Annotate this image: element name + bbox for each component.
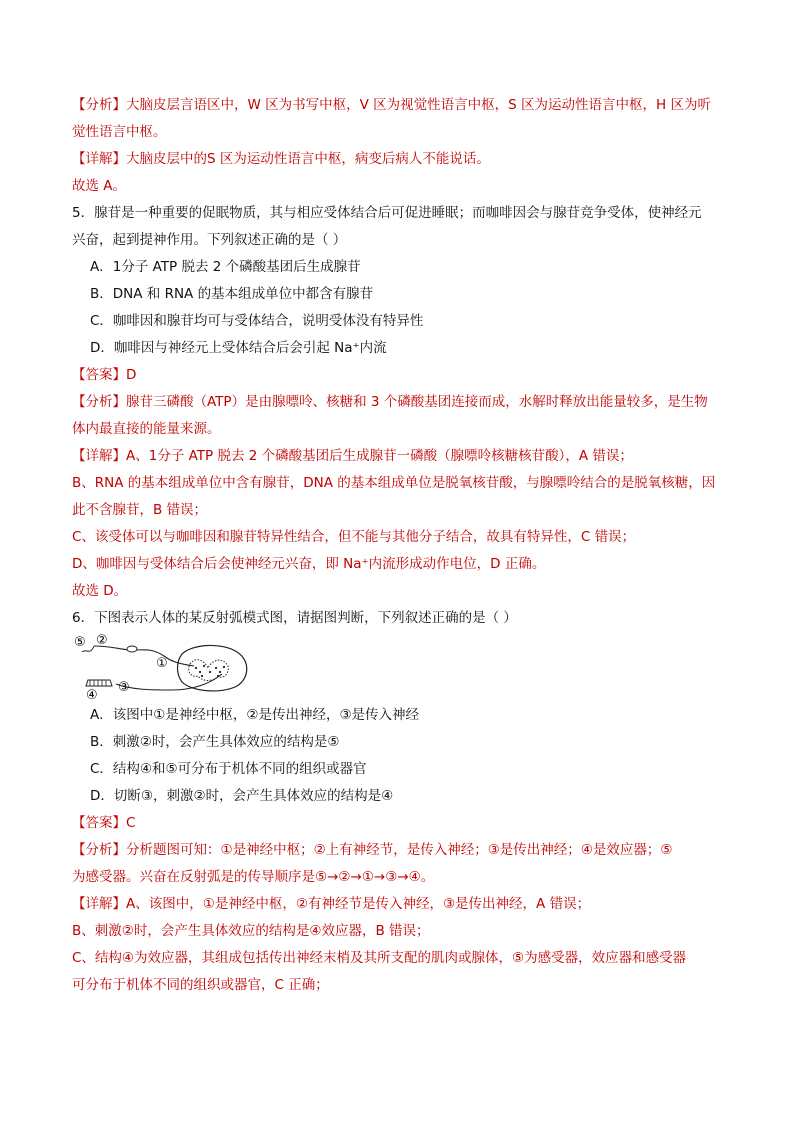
- text-line: [72, 729, 724, 756]
- gray-matter-dot: [203, 665, 205, 667]
- label-4: ④: [86, 688, 98, 700]
- line-text: C、该受体可以与咖啡因和腺苷特异性结合，但不能与其他分子结合，故具有特异性，C 错误；: [72, 529, 636, 545]
- section-tag: 【答案】: [72, 815, 126, 831]
- text-line: [72, 308, 724, 335]
- text-line: [72, 443, 724, 470]
- line-text: B、刺激②时，会产生具体效应的结构是④效应器，B 错误；: [72, 923, 430, 939]
- line-text: C．咖啡因和腺苷均可与受体结合，说明受体没有特异性: [90, 313, 424, 329]
- line-text: C、结构④为效应器，其组成包括传出神经末梢及其所支配的肌肉或腺体，⑤为感受器，效应器和感受器: [72, 950, 687, 966]
- line-text: C．结构④和⑤可分布于机体不同的组织或器官: [90, 761, 367, 777]
- text-line: [72, 281, 724, 308]
- gray-matter-dot: [199, 671, 201, 673]
- section-tag: 【分析】: [72, 842, 126, 858]
- line-text: 可分布于机体不同的组织或器官，C 正确；: [72, 977, 329, 993]
- line-text: 为感受器。兴奋在反射弧是的传导顺序是⑤→②→①→③→④。: [72, 869, 435, 885]
- line-text: 6．下图表示人体的某反射弧模式图，请据图判断，下列叙述正确的是（ ）: [72, 610, 517, 626]
- label-1: ①: [156, 656, 168, 671]
- gray-matter: [189, 660, 229, 681]
- section-tag: 【详解】: [72, 151, 126, 167]
- line-text: 体内最直接的能量来源。: [72, 421, 221, 437]
- line-text: 腺苷三磷酸（ATP）是由腺嘌呤、核糖和 3 个磷酸基团连接而成，水解时释放出能量较多，是生物: [126, 394, 708, 410]
- line-text: 分析题图可知：①是神经中枢；②上有神经节，是传入神经；③是传出神经；④是效应器；⑤: [126, 842, 673, 858]
- text-line: [72, 945, 724, 972]
- text-line: [72, 783, 724, 810]
- line-text: D．咖啡因与神经元上受体结合后会引起 Na⁺内流: [90, 340, 387, 356]
- line-text: D: [126, 367, 137, 383]
- text-line: [72, 578, 724, 605]
- text-line: [72, 416, 724, 443]
- line-text: 大脑皮层中的S 区为运动性语言中枢，病变后病人不能说话。: [126, 151, 490, 167]
- line-text: 故选 A。: [72, 178, 127, 194]
- section-tag: 【分析】: [72, 394, 126, 410]
- text-line: [72, 335, 724, 362]
- gray-matter-dot: [209, 671, 211, 673]
- label-3: ③: [118, 680, 130, 695]
- text-line: [72, 92, 724, 119]
- line-text: 故选 D。: [72, 583, 128, 599]
- line-text: C: [126, 815, 136, 831]
- gray-matter-dot: [195, 667, 197, 669]
- text-line: [72, 972, 724, 999]
- text-line: [72, 146, 724, 173]
- text-line: [72, 918, 724, 945]
- text-line: [72, 891, 724, 918]
- label-2: ②: [96, 634, 108, 648]
- text-line: [72, 837, 724, 864]
- line-text: D、咖啡因与受体结合后会使神经元兴奋，即 Na⁺内流形成动作电位，D 正确。: [72, 556, 546, 572]
- label-5: ⑤: [74, 635, 86, 650]
- gray-matter-dot: [201, 675, 203, 677]
- text-line: [72, 524, 724, 551]
- text-line: [72, 470, 724, 497]
- ganglion: [127, 646, 137, 652]
- text-line: [72, 173, 724, 200]
- text-line: [72, 362, 724, 389]
- text-line: [72, 756, 724, 783]
- text-line: [72, 200, 724, 227]
- text-line: [72, 605, 724, 632]
- line-text: B．DNA 和 RNA 的基本组成单位中都含有腺苷: [90, 286, 374, 302]
- text-line: [72, 119, 724, 146]
- text-line: [72, 702, 724, 729]
- line-text: 觉性语言中枢。: [72, 124, 167, 140]
- document-page: [72, 92, 724, 999]
- line-text: B．刺激②时，会产生具体效应的结构是⑤: [90, 734, 340, 750]
- text-line: [72, 551, 724, 578]
- section-tag: 【详解】: [72, 448, 126, 464]
- section-tag: 【答案】: [72, 367, 126, 383]
- section-tag: 【详解】: [72, 896, 126, 912]
- text-line: [72, 810, 724, 837]
- text-line: [72, 254, 724, 281]
- line-text: A．1分子 ATP 脱去 2 个磷酸基团后生成腺苷: [90, 259, 361, 275]
- text-line: [72, 497, 724, 524]
- line-text: A．该图中①是神经中枢，②是传出神经，③是传入神经: [90, 707, 420, 723]
- text-line: [72, 227, 724, 254]
- gray-matter-dot: [219, 671, 221, 673]
- reflex-arc-diagram: [72, 634, 724, 700]
- line-text: 5．腺苷是一种重要的促眠物质，其与相应受体结合后可促进睡眠；而咖啡因会与腺苷竞争受体，使神经元: [72, 205, 702, 221]
- gray-matter-dot: [223, 666, 225, 668]
- line-text: A、1分子 ATP 脱去 2 个磷酸基团后生成腺苷一磷酸（腺嘌呤核糖核苷酸），A 错误；: [126, 448, 633, 464]
- gray-matter-dot: [215, 667, 217, 669]
- text-line: [72, 389, 724, 416]
- text-line: [72, 864, 724, 891]
- line-text: A、该图中，①是神经中枢，②有神经节是传入神经，③是传出神经，A 错误；: [126, 896, 591, 912]
- line-text: B、RNA 的基本组成单位中含有腺苷，DNA 的基本组成单位是脱氧核苷酸，与腺嘌呤结合的是脱氧核糖，因: [72, 475, 716, 491]
- line-text: 兴奋，起到提神作用。下列叙述正确的是（ ）: [72, 232, 347, 248]
- reflex-arc-figure: [72, 634, 262, 700]
- section-tag: 【分析】: [72, 97, 126, 113]
- line-text: 此不含腺苷，B 错误；: [72, 502, 208, 518]
- line-text: 大脑皮层言语区中，W 区为书写中枢，V 区为视觉性语言中枢，S 区为运动性语言中枢，H 区为听: [126, 97, 711, 113]
- line-text: D．切断③，刺激②时，会产生具体效应的结构是④: [90, 788, 394, 804]
- afferent-nerve: [94, 646, 194, 666]
